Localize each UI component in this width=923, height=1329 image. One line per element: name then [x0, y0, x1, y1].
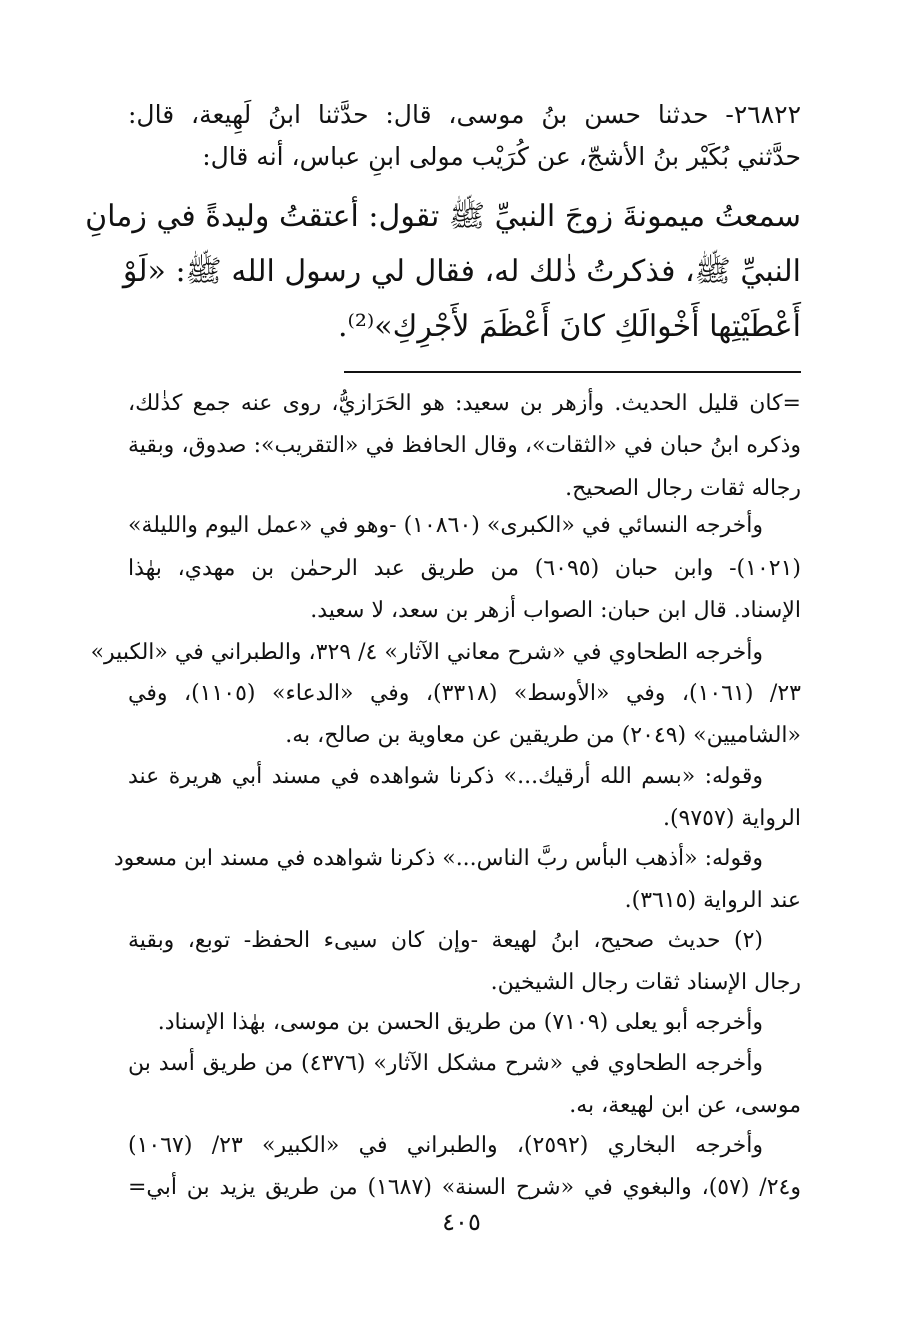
footnote-line: موسى، عن ابن لهيعة، به. — [569, 1093, 801, 1118]
footnote-2-line: (٢) حديث صحيح، ابنُ لهيعة -وإن كان سيىء الحفظ- توبع، وبقية — [128, 928, 763, 953]
footnote-line: وأخرجه البخاري (٢٥٩٢)، والطبراني في «الكبير» ٢٣/ (١٠٦٧) — [128, 1133, 763, 1158]
isnad-line-2: حدَّثني بُكَيْر بنُ الأشجّ، عن كُرَيْب مولى ابنِ عباس، أنه قال: — [202, 142, 801, 171]
footnote-line: =كان قليل الحديث. وأزهر بن سعيد: هو الحَرَازيُّ، روى عنه جمع كذٰلك، — [128, 391, 801, 416]
footnote-line: الإسناد. قال ابن حبان: الصواب أزهر بن سعد، لا سعيد. — [310, 598, 801, 623]
footnote-line: وأخرجه الطحاوي في «شرح مشكل الآثار» (٤٣٧٦) من طريق أسد بن — [128, 1051, 763, 1076]
footnote-line: و٢٤/ (٥٧)، والبغوي في «شرح السنة» (١٦٨٧) من طريق يزيد بن أبي= — [128, 1175, 801, 1200]
isnad-line-1: ٢٦٨٢٢- حدثنا حسن بنُ موسى، قال: حدَّثنا ابنُ لَهِيعة، قال: — [128, 100, 801, 129]
footnote-2-line: رجال الإسناد ثقات رجال الشيخين. — [490, 970, 801, 995]
footnote-line: الرواية (٩٧٥٧). — [662, 806, 801, 831]
footnote-line: وذكره ابنُ حبان في «الثقات»، وقال الحافظ في «التقريب»: صدوق، وبقية — [128, 433, 801, 458]
footnote-line: «الشاميين» (٢٠٤٩) من طريقين عن معاوية بن صالح، به. — [285, 723, 801, 748]
matn-line-1: سمعتُ ميمونةَ زوجَ النبيِّ ﷺ تقول: أعتقتُ وليدةً في زمانِ — [85, 199, 801, 234]
footnote-line: وأخرجه النسائي في «الكبرى» (١٠٨٦٠) -وهو في «عمل اليوم والليلة» — [128, 513, 764, 538]
matn-line-3: أَعْطَيْتِها أَخْوالَكِ كانَ أَعْظَمَ لأَجْرِكِ»⁽²⁾. — [337, 309, 801, 344]
footnote-line: وأخرجه الطحاوي في «شرح معاني الآثار» ٤/ ٣٢٩، والطبراني في «الكبير» — [90, 640, 763, 665]
page-number: ٤٠٥ — [442, 1208, 481, 1236]
footnote-line: ٢٣/ (١٠٦١)، وفي «الأوسط» (٣٣١٨)، وفي «الدعاء» (١١٠٥)، وفي — [128, 681, 801, 706]
footnote-line: عند الرواية (٣٦١٥). — [624, 888, 801, 913]
footnote-separator — [344, 371, 801, 373]
footnote-line: وقوله: «بسم الله أرقيك...» ذكرنا شواهده في مسند أبي هريرة عند — [128, 764, 763, 789]
footnote-line: وقوله: «أذهب البأس ربَّ الناس...» ذكرنا شواهده في مسند ابن مسعود — [113, 846, 763, 871]
footnote-line: رجاله ثقات رجال الصحيح. — [565, 476, 801, 501]
footnote-line: وأخرجه أبو يعلى (٧١٠٩) من طريق الحسن بن موسى، بهٰذا الإسناد. — [157, 1010, 763, 1035]
footnote-line: (١٠٢١)- وابن حبان (٦٠٩٥) من طريق عبد الرحمٰن بن مهدي، بهٰذا — [128, 556, 801, 581]
matn-line-2: النبيِّ ﷺ، فذكرتُ ذٰلك له، فقال لي رسول الله ﷺ: «لَوْ — [122, 254, 801, 289]
